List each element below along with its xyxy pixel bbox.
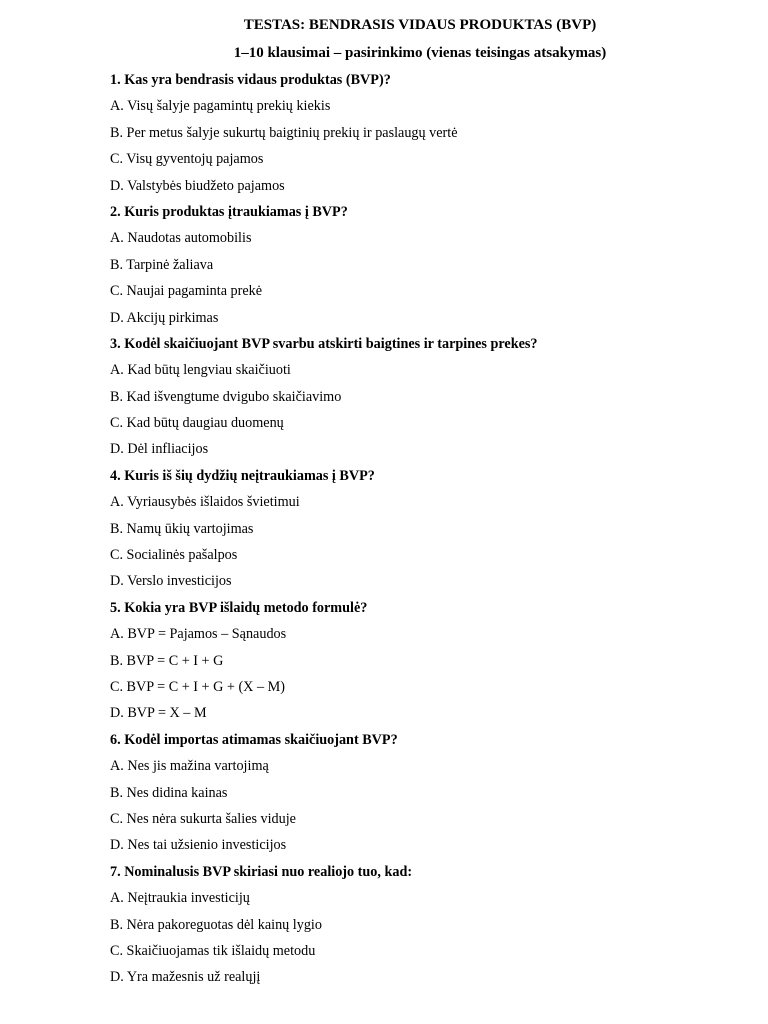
answer-option: D. BVP = X – M [110,705,207,722]
question-text: 1. Kas yra bendrasis vidaus produktas (BVP)? [110,72,391,88]
answer-option: C. Nes nėra sukurta šalies viduje [110,810,296,827]
answer-option: A. BVP = Pajamos – Sąnaudos [110,626,287,643]
answer-option: D. Valstybės biudžeto pajamos [110,177,285,194]
answer-option: C. Socialinės pašalpos [110,547,238,564]
answer-option: C. Naujai pagaminta prekė [110,283,263,300]
question-text: 2. Kuris produktas įtraukiamas į BVP? [110,203,348,220]
question-text: 4. Kuris iš šių dydžių neįtraukiamas į BVP? [110,467,375,484]
answer-option: C. Visų gyventojų pajamos [110,151,264,168]
answer-option: C. BVP = C + I + G + (X – M) [110,678,285,695]
answer-option: B. Namų ūkių vartojimas [110,520,254,537]
answer-option: C. Kad būtų daugiau duomenų [110,415,284,432]
answer-option: B. Per metus šalyje sukurtų baigtinių prekių ir paslaugų vertė [110,124,458,141]
answer-option: B. BVP = C + I + G [110,652,224,669]
question-text: 5. Kokia yra BVP išlaidų metodo formulė? [110,599,368,616]
question-text: 3. Kodėl skaičiuojant BVP svarbu atskirti baigtines ir tarpines prekes? [110,335,538,352]
answer-option: B. Nėra pakoreguotas dėl kainų lygio [110,916,322,933]
answer-option: A. Naudotas automobilis [110,230,252,247]
document-title: TESTAS: BENDRASIS VIDAUS PRODUKTAS (BVP) [243,17,597,33]
document-subtitle: 1–10 klausimai – pasirinkimo (vienas teisingas atsakymas) [233,45,607,61]
answer-option: B. Kad išvengtume dvigubo skaičiavimo [110,388,342,405]
answer-option: D. Dėl infliacijos [110,441,209,458]
answer-option: D. Akcijų pirkimas [110,309,219,326]
answer-option: A. Nes jis mažina vartojimą [110,758,269,775]
answer-option: A. Kad būtų lengviau skaičiuoti [110,362,291,379]
answer-option: B. Nes didina kainas [110,784,228,801]
answer-option: A. Vyriausybės išlaidos švietimui [110,494,300,511]
answer-option: D. Verslo investicijos [110,573,232,590]
answer-option: C. Skaičiuojamas tik išlaidų metodu [110,942,316,959]
question-text: 6. Kodėl importas atimamas skaičiuojant BVP? [110,731,398,748]
question-list [110,71,750,995]
answer-option: A. Visų šalyje pagamintų prekių kiekis [110,98,331,115]
answer-option: B. Tarpinė žaliava [110,256,214,273]
answer-option: D. Yra mažesnis už realųjį [110,969,261,986]
answer-option: D. Nes tai užsienio investicijos [110,837,287,854]
answer-option: A. Neįtraukia investicijų [110,890,250,907]
question-text: 7. Nominalusis BVP skiriasi nuo realiojo tuo, kad: [110,863,413,880]
